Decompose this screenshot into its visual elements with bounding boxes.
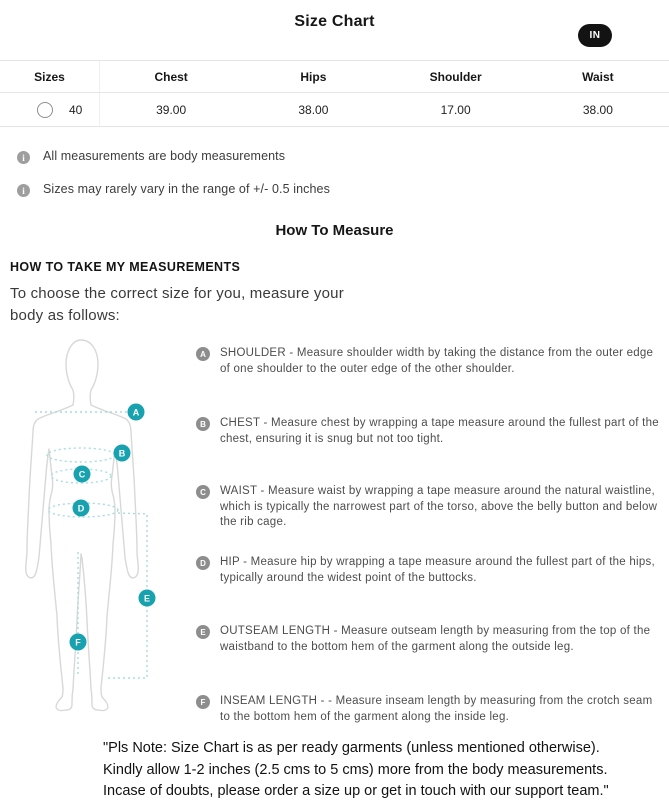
measurement-instructions [196, 340, 662, 740]
list-item [196, 694, 662, 725]
measurement-text: INSEAM LENGTH - - Measure inseam length by measuring from the crotch seam to the bottom hem of the garment along the inside leg. [220, 695, 653, 723]
list-item [196, 346, 662, 377]
chest-value: 39.00 [156, 102, 187, 117]
body-silhouette-icon [15, 328, 205, 738]
letter-badge: C [196, 485, 210, 499]
size-table-header-row [0, 60, 669, 93]
size-cell [0, 93, 100, 126]
svg-text:B: B [118, 448, 126, 459]
footer-note-line: Incase of doubts, please order a size up or get in touch with our support team." [103, 783, 609, 799]
list-item [196, 624, 662, 655]
measurement-text: SHOULDER - Measure shoulder width by taking the distance from the outer edge of one shoulder to the outer edge of the other shoulder. [220, 347, 654, 375]
marker-f [70, 634, 87, 651]
letter-badge: E [196, 625, 210, 639]
note-row [17, 182, 617, 201]
note-text: All measurements are body measurements [43, 149, 286, 163]
letter-badge: A [196, 347, 210, 361]
svg-text:C: C [78, 469, 86, 480]
measurement-text: CHEST - Measure chest by wrapping a tape measure around the fullest part of the chest, ensuring it is snug but not too tight. [220, 417, 659, 445]
svg-text:E: E [143, 593, 151, 604]
unit-toggle-button[interactable]: IN [578, 24, 612, 47]
note-text: Sizes may rarely vary in the range of +/- 0.5 inches [43, 182, 330, 196]
list-item [196, 555, 662, 586]
marker-c [74, 466, 91, 483]
table-row[interactable] [0, 93, 669, 127]
svg-text:F: F [75, 637, 81, 648]
how-to-measure-subtitle: HOW TO TAKE MY MEASUREMENTS [10, 260, 241, 274]
body-outline [26, 340, 139, 711]
measurement-text: WAIST - Measure waist by wrapping a tape measure around the natural waistline, which is typically the narrowest part of the torso, above the belly button and below the rib cage. [220, 485, 658, 528]
measurement-text: HIP - Measure hip by wrapping a tape measure around the fullest part of the hips, typically around the widest point of the buttocks. [220, 556, 655, 584]
column-header-sizes: Sizes [0, 61, 100, 92]
list-item [196, 416, 662, 447]
column-header-waist: Waist [582, 69, 614, 84]
size-radio[interactable] [37, 102, 53, 118]
size-table [0, 60, 669, 127]
column-header-hips: Hips [300, 69, 327, 84]
column-header-chest: Chest [154, 69, 188, 84]
notes-section [17, 149, 617, 215]
footer-note-line: "Pls Note: Size Chart is as per ready garments (unless mentioned otherwise). [103, 740, 600, 756]
list-item [196, 484, 662, 531]
letter-badge: F [196, 695, 210, 709]
svg-text:A: A [132, 407, 140, 418]
info-icon: i [17, 184, 30, 197]
info-icon: i [17, 151, 30, 164]
body-measurement-diagram [15, 328, 205, 738]
page-title: Size Chart [294, 13, 375, 30]
marker-b [114, 445, 131, 462]
footer-note [103, 738, 623, 803]
note-row [17, 149, 617, 168]
footer-note-line: Kindly allow 1-2 inches (2.5 cms to 5 cms) more from the body measurements. [103, 761, 608, 778]
svg-text:D: D [77, 503, 85, 514]
shoulder-value: 17.00 [440, 102, 471, 117]
marker-a [128, 404, 145, 421]
marker-d [73, 500, 90, 517]
letter-badge: B [196, 417, 210, 431]
hips-value: 38.00 [298, 102, 329, 117]
how-to-measure-intro: To choose the correct size for you, measure your body as follows: [10, 285, 344, 324]
column-header-shoulder: Shoulder [429, 69, 482, 84]
how-to-measure-title: How To Measure [275, 222, 394, 239]
marker-e [139, 590, 156, 607]
measurement-text: OUTSEAM LENGTH - Measure outseam length by measuring from the top of the waistband to the bottom hem of the garment along the outside leg. [220, 625, 651, 653]
waist-value: 38.00 [582, 102, 613, 117]
letter-badge: D [196, 556, 210, 570]
size-value: 40 [69, 102, 83, 117]
